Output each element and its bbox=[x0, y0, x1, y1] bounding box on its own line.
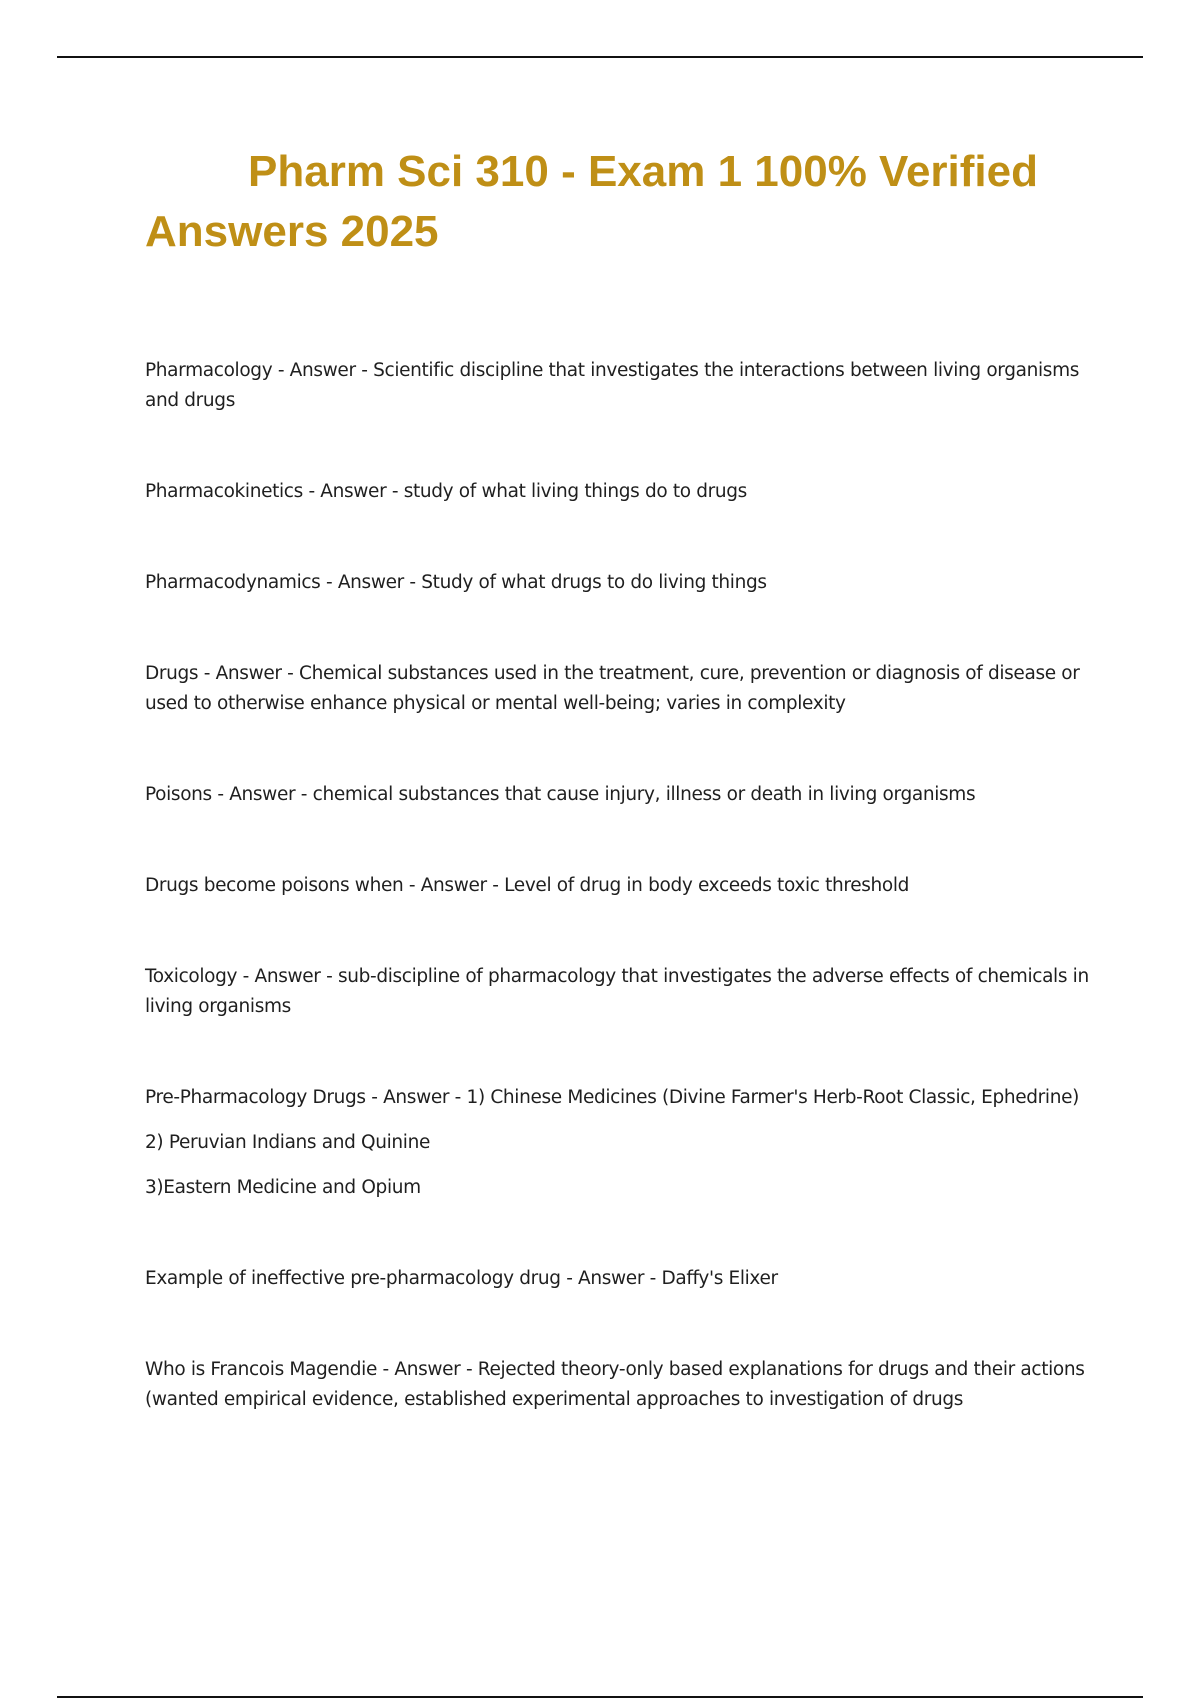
document-title: Pharm Sci 310 - Exam 1 100% Verified Answers 2025 bbox=[145, 147, 1039, 256]
footer-rule bbox=[57, 1696, 1143, 1698]
qa-entry-pre-pharmacology-item-3: 3)Eastern Medicine and Opium bbox=[145, 1177, 421, 1198]
header-rule bbox=[57, 56, 1143, 58]
qa-entry-ineffective-drug: Example of ineffective pre-pharmacology drug - Answer - Daffy's Elixer bbox=[145, 1268, 778, 1289]
qa-entry-pre-pharmacology-drugs: Pre-Pharmacology Drugs - Answer - 1) Chinese Medicines (Divine Farmer's Herb-Root Classic, Ephedrine) bbox=[145, 1087, 1079, 1108]
qa-entry-poisons: Poisons - Answer - chemical substances that cause injury, illness or death in living organisms bbox=[145, 784, 976, 805]
qa-entry-pre-pharmacology-item-2: 2) Peruvian Indians and Quinine bbox=[145, 1132, 430, 1153]
qa-entry-pharmacodynamics: Pharmacodynamics - Answer - Study of what drugs to do living things bbox=[145, 572, 767, 593]
qa-entry-drugs-become-poisons: Drugs become poisons when - Answer - Level of drug in body exceeds toxic threshold bbox=[145, 875, 910, 896]
qa-entry-drugs: Drugs - Answer - Chemical substances used in the treatment, cure, prevention or diagnosis of disease or used to otherwise enhance physical or mental well-being; varies in complexity bbox=[145, 663, 1080, 714]
qa-entry-francois-magendie: Who is Francois Magendie - Answer - Rejected theory-only based explanations for drugs and their actions (wanted empirical evidence, established experimental approaches to investigation of drugs bbox=[145, 1359, 1085, 1410]
qa-entry-toxicology: Toxicology - Answer - sub-discipline of pharmacology that investigates the adverse effects of chemicals in living organisms bbox=[145, 966, 1089, 1017]
qa-list bbox=[145, 356, 1095, 1415]
qa-entry-pharmacokinetics: Pharmacokinetics - Answer - study of what living things do to drugs bbox=[145, 481, 747, 502]
qa-entry-pharmacology: Pharmacology - Answer - Scientific discipline that investigates the interactions between living organisms and drugs bbox=[145, 360, 1080, 411]
